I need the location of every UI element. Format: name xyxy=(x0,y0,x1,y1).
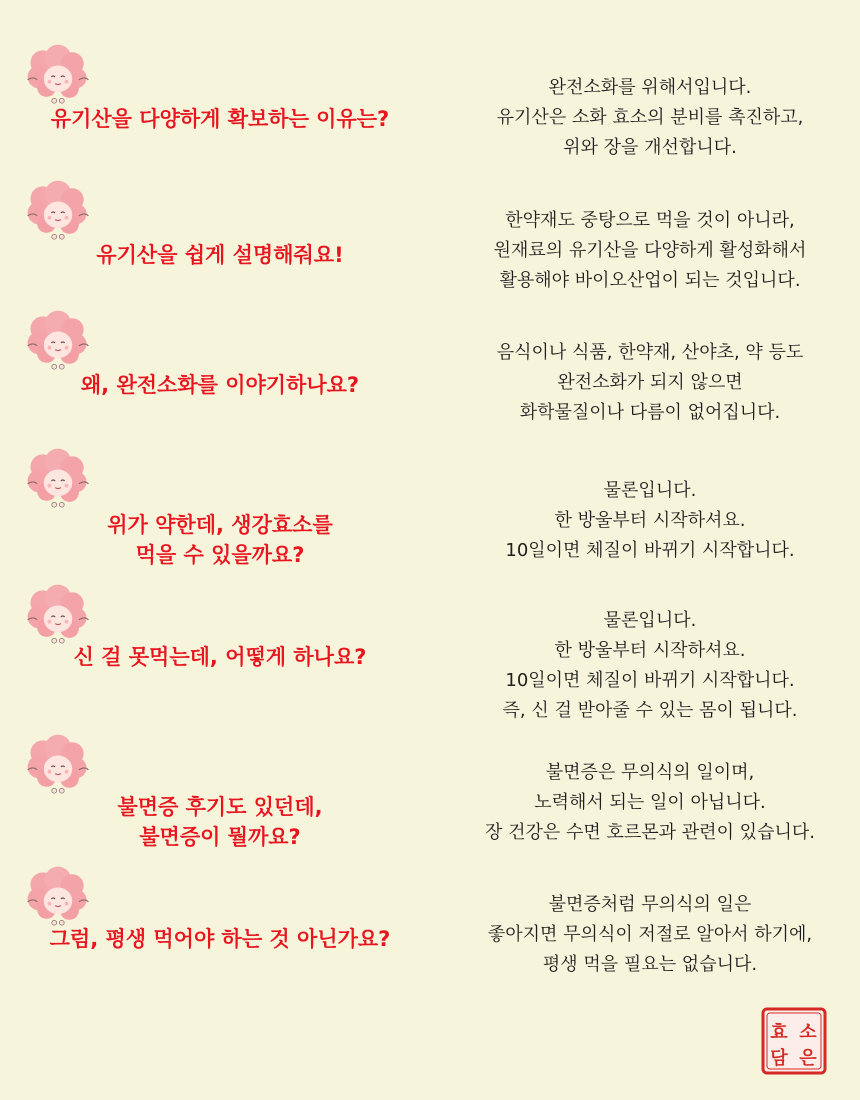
avatar-icon xyxy=(20,310,96,374)
question-2: 유기산을 쉽게 설명해줘요! xyxy=(96,243,344,267)
avatar-icon xyxy=(20,866,96,930)
avatar-icon xyxy=(20,734,96,798)
question-1: 유기산을 다양하게 확보하는 이유는? xyxy=(50,107,390,131)
question-3: 왜, 완전소화를 이야기하나요? xyxy=(80,373,360,397)
question-5: 신 걸 못먹는데, 어떻게 하나요? xyxy=(73,645,367,669)
answer-2: 한약재도 중탕으로 먹을 것이 아니라, 원재료의 유기산을 다양하게 활성화해서 활용해야 바이오산업이 되는 것입니다. xyxy=(493,210,807,291)
avatar-icon xyxy=(20,180,96,244)
answer-6: 불면증은 무의식의 일이며, 노력해서 되는 일이 아닙니다. 장 건강은 수면 호르몬과 관련이 있습니다. xyxy=(485,762,815,843)
avatar-icon xyxy=(20,448,96,512)
svg-text:은: 은 xyxy=(799,1048,817,1069)
question-6: 불면증 후기도 있던데, 불면증이 뭘까요? xyxy=(117,795,323,849)
avatar-icon xyxy=(20,44,96,108)
svg-text:효: 효 xyxy=(770,1022,788,1043)
avatar-icon xyxy=(20,584,96,648)
answer-7: 불면증처럼 무의식의 일은 좋아지면 무의식이 저절로 알아서 하기에, 평생 먹을 필요는 없습니다. xyxy=(487,894,813,975)
answer-1: 완전소화를 위해서입니다. 유기산은 소화 효소의 분비를 촉진하고, 위와 장을 개선합니다. xyxy=(496,77,804,158)
question-7: 그럼, 평생 먹어야 하는 것 아닌가요? xyxy=(49,927,391,951)
question-4: 위가 약한데, 생강효소를 먹을 수 있을까요? xyxy=(107,513,333,567)
answer-3: 음식이나 식품, 한약재, 산야초, 약 등도 완전소화가 되지 않으면 화학물질이나 다름이 없어집니다. xyxy=(496,342,804,423)
svg-text:담: 담 xyxy=(770,1048,788,1069)
answer-4: 물론입니다. 한 방울부터 시작하셔요. 10일이면 체질이 바뀌기 시작합니다. xyxy=(505,480,795,561)
answer-5: 물론입니다. 한 방울부터 시작하셔요. 10일이면 체질이 바뀌기 시작합니다. 즉, 신 걸 받아줄 수 있는 몸이 됩니다. xyxy=(502,610,798,721)
brand-stamp-logo xyxy=(760,1006,828,1076)
svg-text:소: 소 xyxy=(799,1022,817,1043)
